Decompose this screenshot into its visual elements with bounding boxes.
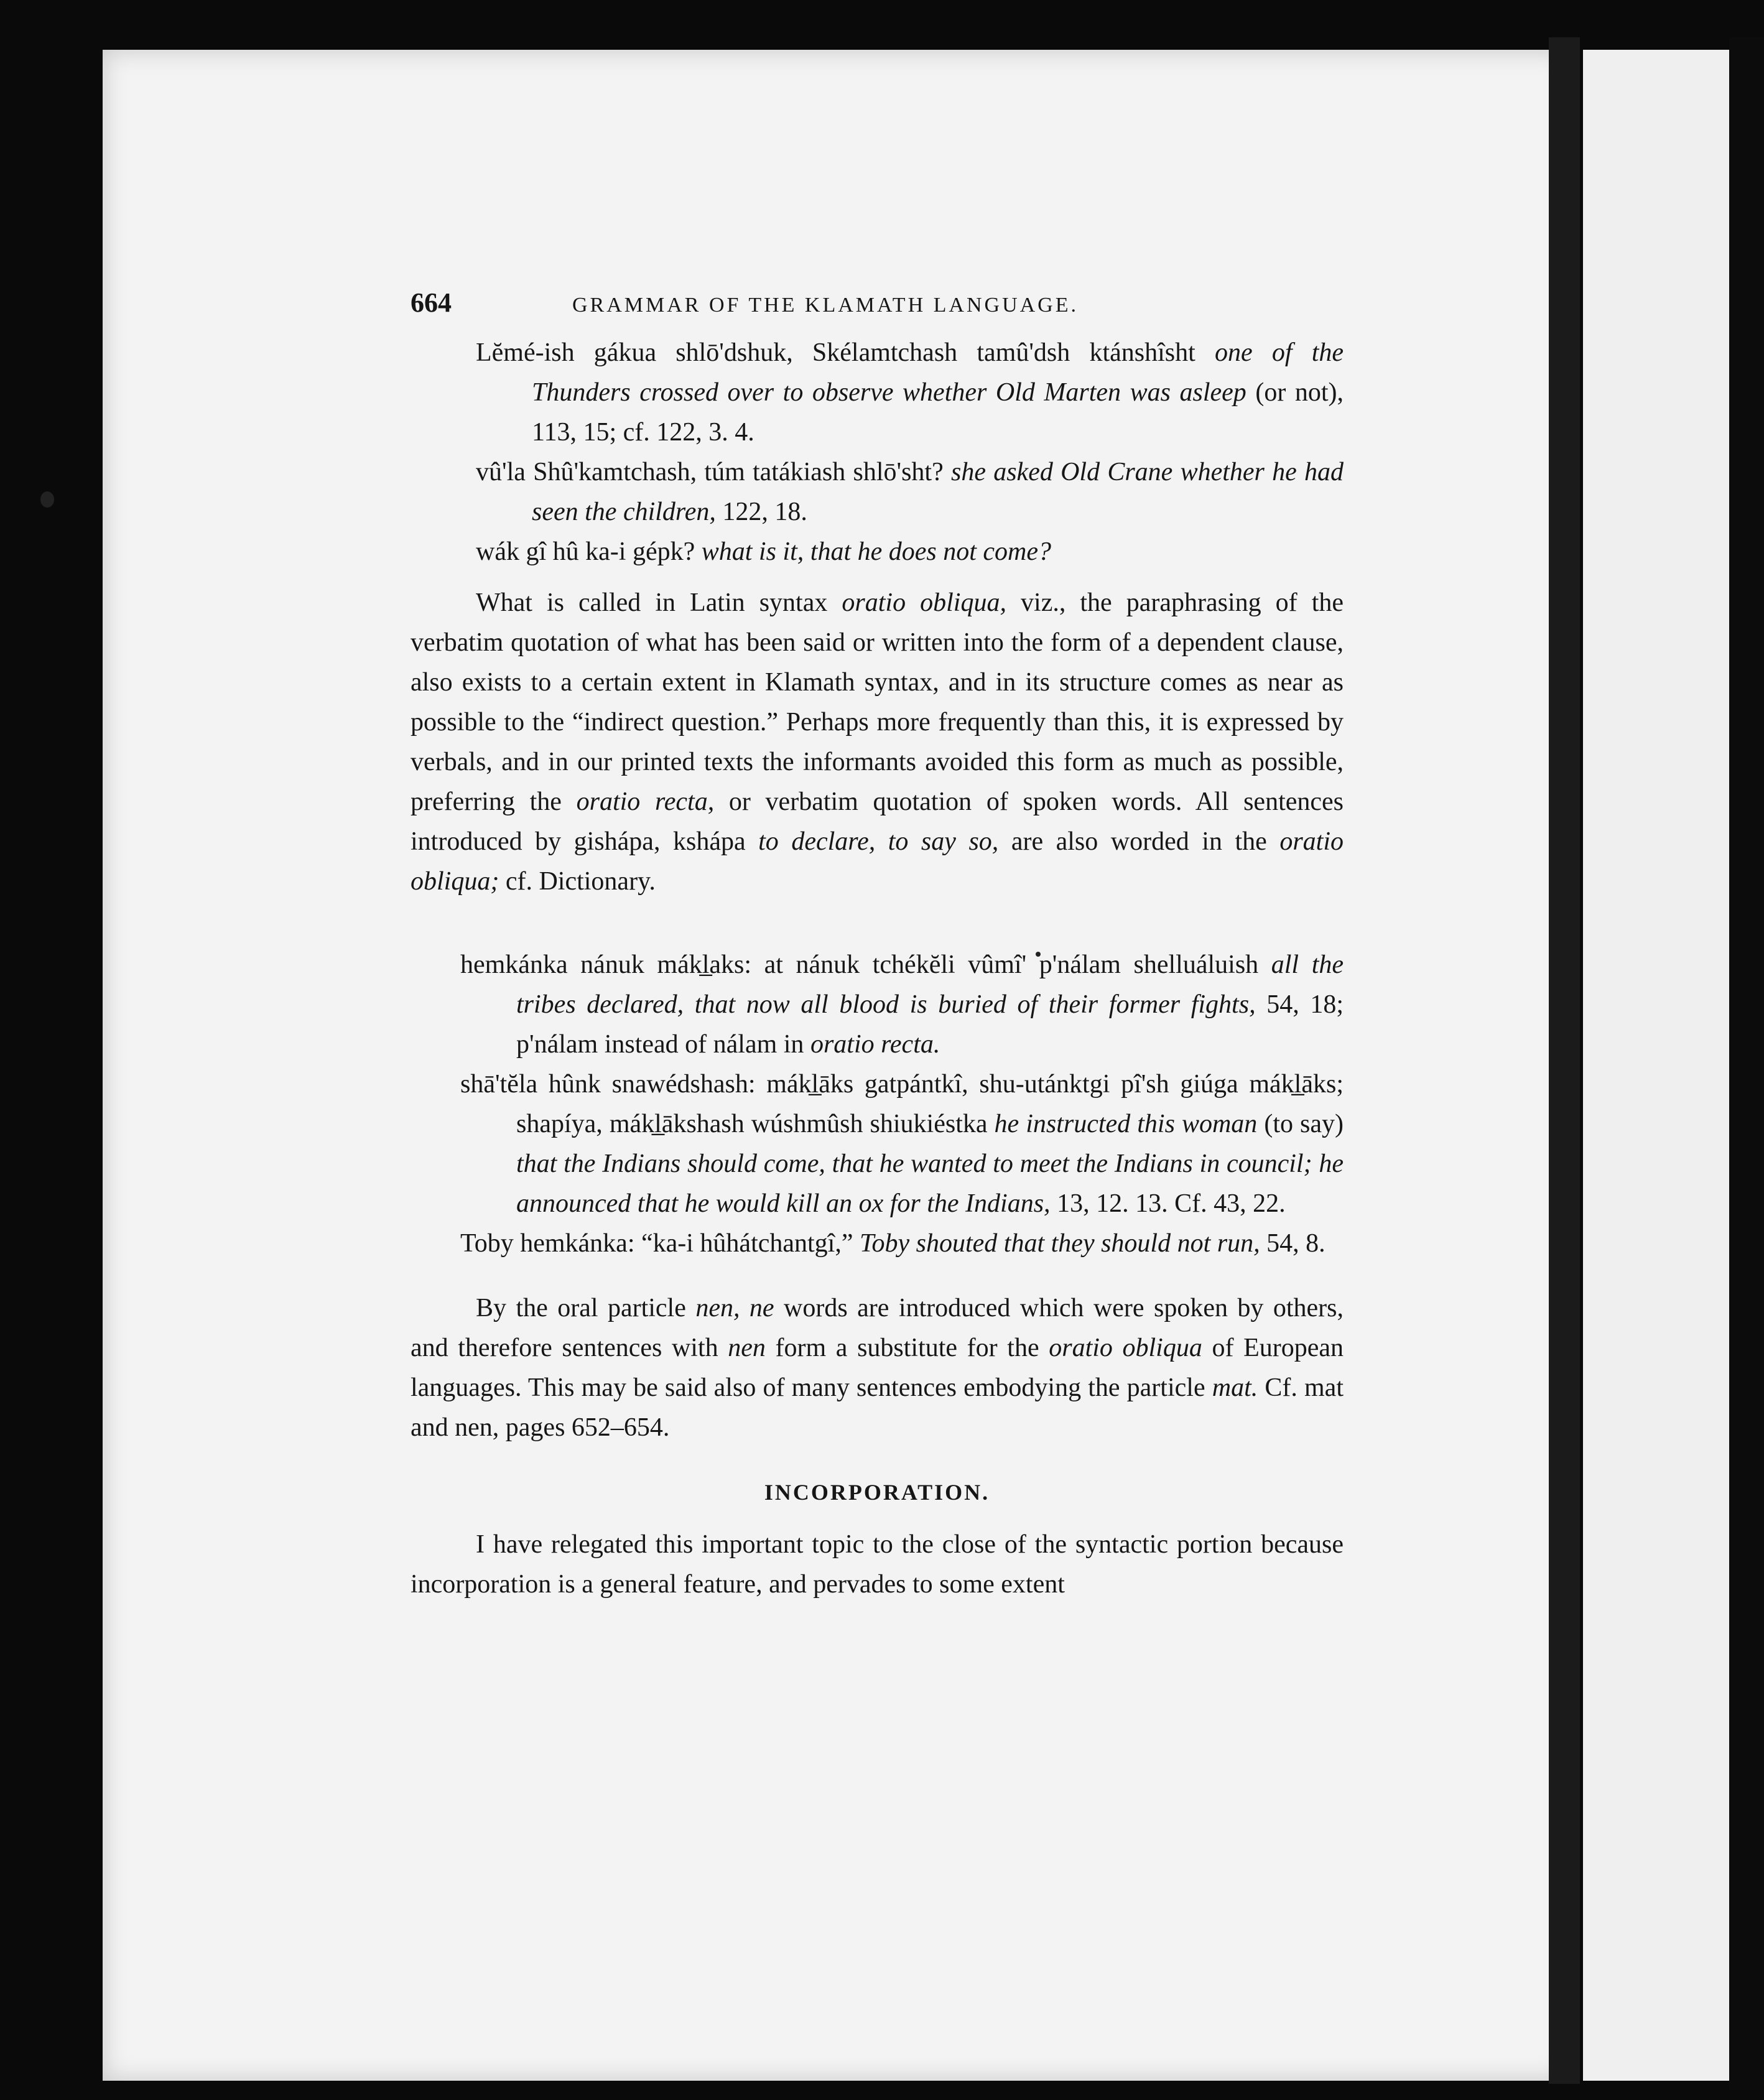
- speck-mark: [40, 491, 54, 508]
- translation: he instructed this woman: [994, 1110, 1258, 1138]
- facing-page-edge: [1583, 50, 1732, 2081]
- spacer: [411, 901, 1344, 945]
- paragraph-text: of European languages. This may be said also of many sentences embodying the particle: [411, 1334, 1344, 1402]
- italic-term: to declare, to say so,: [758, 827, 999, 856]
- italic-term: mat.: [1212, 1373, 1258, 1402]
- scan-right-edge: [1729, 37, 1764, 2090]
- translation: that the Indians should come, that he wanted to meet the Indians in council; he announced that he would kill an ox for the Indians,: [516, 1150, 1344, 1218]
- book-gutter: [1549, 37, 1580, 2084]
- italic-term: nen: [728, 1334, 766, 1362]
- reference: 54, 18; p'nálam instead of nálam in: [516, 990, 1344, 1059]
- italic-term: oratio recta,: [576, 788, 715, 816]
- paragraph-incorporation: [411, 1525, 1344, 1604]
- example-6: [460, 1224, 1344, 1263]
- section-heading: INCORPORATION.: [764, 1480, 990, 1505]
- running-head: [411, 283, 1344, 327]
- reference: 122, 18.: [722, 498, 807, 526]
- reference: 13, 12. 13. Cf. 43, 22.: [1057, 1189, 1286, 1218]
- example-5: [460, 1064, 1344, 1224]
- paragraph-oratio-obliqua: [411, 583, 1344, 901]
- page-number: 664: [411, 287, 452, 318]
- example-2: [476, 452, 1344, 532]
- translation: what is it, that he does not come?: [701, 537, 1052, 566]
- paragraph-text: viz., the paraphrasing of the verbatim quotation of what has been said or written into the form of a dependent clause, also exists to a certain extent in Klamath syntax, and in its structure comes as near as possible to the “indirect question.” Perhaps more frequently than this, it is expressed by verbals, and in our printed texts the informants avoided this form as much as possible, preferring the: [411, 588, 1344, 816]
- running-head-title: GRAMMAR OF THE KLAMATH LANGUAGE.: [572, 294, 1079, 317]
- translation: she asked Old Crane whether he had seen the children,: [532, 458, 1344, 526]
- example-3: [476, 532, 1344, 572]
- klamath-text: vû'la Shû'kamtchash, túm tatákiash shlō'sht?: [476, 458, 944, 486]
- italic-term: oratio obliqua;: [411, 827, 1344, 896]
- klamath-text: hemkánka nánuk mákl̲aks: at nánuk tchékĕli vûmî' p'nálam shelluáluish: [460, 950, 1259, 979]
- paragraph-text: By the oral particle: [476, 1294, 686, 1322]
- paragraph-text: or verbatim quotation of spoken words. All sentences introduced by gishápa, kshápa: [411, 788, 1344, 856]
- klamath-text: Toby hemkánka: “ka-i hûhátchantgî,”: [460, 1229, 853, 1258]
- example-1: [476, 333, 1344, 452]
- paragraph-text: form a substitute for the: [775, 1334, 1039, 1362]
- paragraph-text: I have relegated this important topic to the close of the syntactic portion because incorporation is a general feature, and pervades to some extent: [411, 1530, 1344, 1599]
- paragraph-text: Cf. mat and nen, pages 652–654.: [411, 1373, 1344, 1442]
- paragraph-text: cf. Dictionary.: [505, 867, 656, 896]
- reference: (or not), 113, 15; cf. 122, 3. 4.: [532, 378, 1344, 447]
- italic-term: oratio obliqua: [1049, 1334, 1202, 1362]
- translation: all the tribes declared, that now all blood is buried of their former fights,: [516, 950, 1344, 1019]
- aside: (to say): [1264, 1110, 1344, 1138]
- translation: one of the Thunders crossed over to observe whether Old Marten was asleep: [532, 338, 1344, 407]
- paragraph-text: are also worded in the: [1011, 827, 1267, 856]
- translation: Toby shouted that they should not run,: [860, 1229, 1260, 1258]
- reference-italic: oratio recta.: [810, 1030, 940, 1059]
- page-content: [411, 283, 1344, 1604]
- italic-term: oratio obliqua,: [842, 588, 1006, 617]
- klamath-text: shā'tĕla hûnk snawédshash: mákl̲āks gatpántkî, shu-utánktgi pî'sh giúga mákl̲āks; shapíya, mákl̲ākshash wúshmûsh shiukiéstka: [460, 1070, 1344, 1138]
- paragraph-text: words are introduced which were spoken by others, and therefore sentences with: [411, 1294, 1344, 1362]
- example-4: [460, 945, 1344, 1064]
- klamath-text: Lĕmé-ish gákua shlō'dshuk, Skélamtchash tamû'dsh ktánshîsht: [476, 338, 1195, 367]
- italic-term: nen, ne: [695, 1294, 774, 1322]
- paragraph-text: What is called in Latin syntax: [476, 588, 828, 617]
- klamath-text: wák gî hû ka-i gépk?: [476, 537, 695, 566]
- paragraph-particle-nen: [411, 1288, 1344, 1447]
- reference: 54, 8.: [1266, 1229, 1325, 1258]
